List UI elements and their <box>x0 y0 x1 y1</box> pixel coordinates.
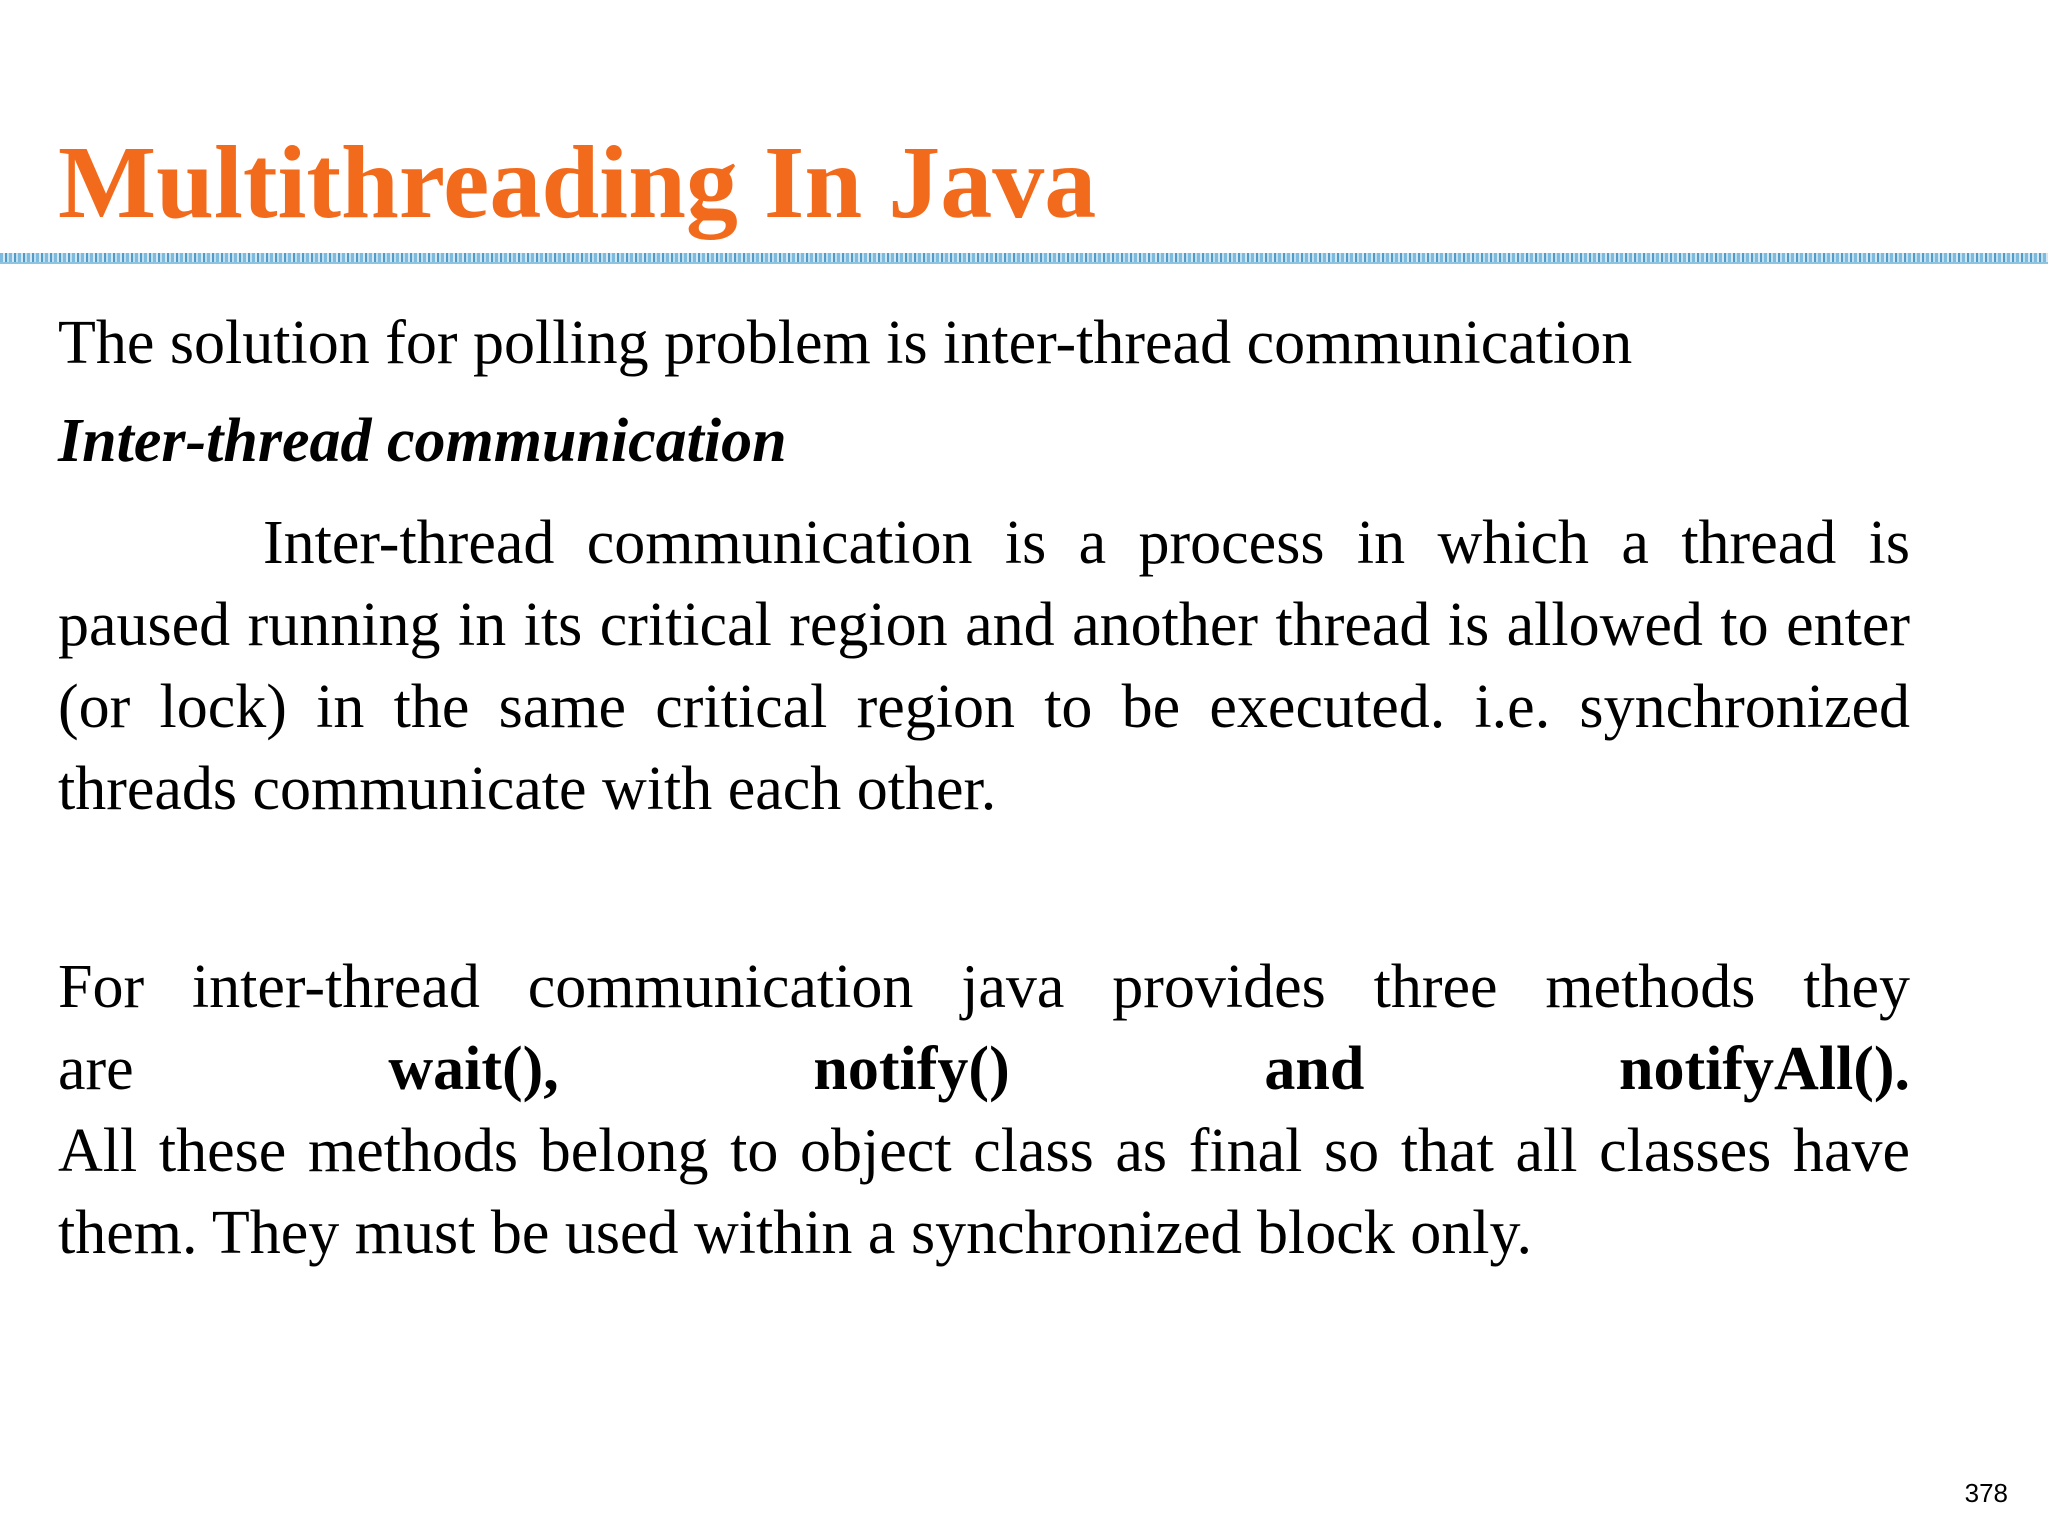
method-notifyall: notifyAll(). <box>1618 1035 1910 1103</box>
method-notify: notify() <box>813 1035 1010 1103</box>
definition-paragraph <box>58 502 1910 830</box>
methods-list-line <box>58 1028 1910 1110</box>
method-wait: wait(), <box>388 1035 559 1103</box>
methods-description: All these methods belong to object class as final so that all classes have them. They must be used within a synchronized block only. <box>58 1117 1910 1267</box>
methods-and-word: and <box>1264 1035 1365 1103</box>
slide-title: Multithreading In Java <box>58 125 1097 240</box>
definition-text: Inter-thread communication is a process in which a thread is paused running in its critical region and another thread is allowed to enter (or lock) in the same critical region to be executed. i.e. synchronized threads communicate with each other. <box>58 509 1910 823</box>
methods-are-word: are <box>58 1035 134 1103</box>
subheading: Inter-thread communication <box>58 407 787 475</box>
page-number: 378 <box>1964 1478 2008 1508</box>
title-divider-line <box>0 262 2048 264</box>
methods-paragraph <box>58 946 1910 1274</box>
intro-line: The solution for polling problem is inter-thread communication <box>58 309 1633 377</box>
methods-intro-line: For inter-thread communication java provides three methods they <box>58 953 1910 1021</box>
